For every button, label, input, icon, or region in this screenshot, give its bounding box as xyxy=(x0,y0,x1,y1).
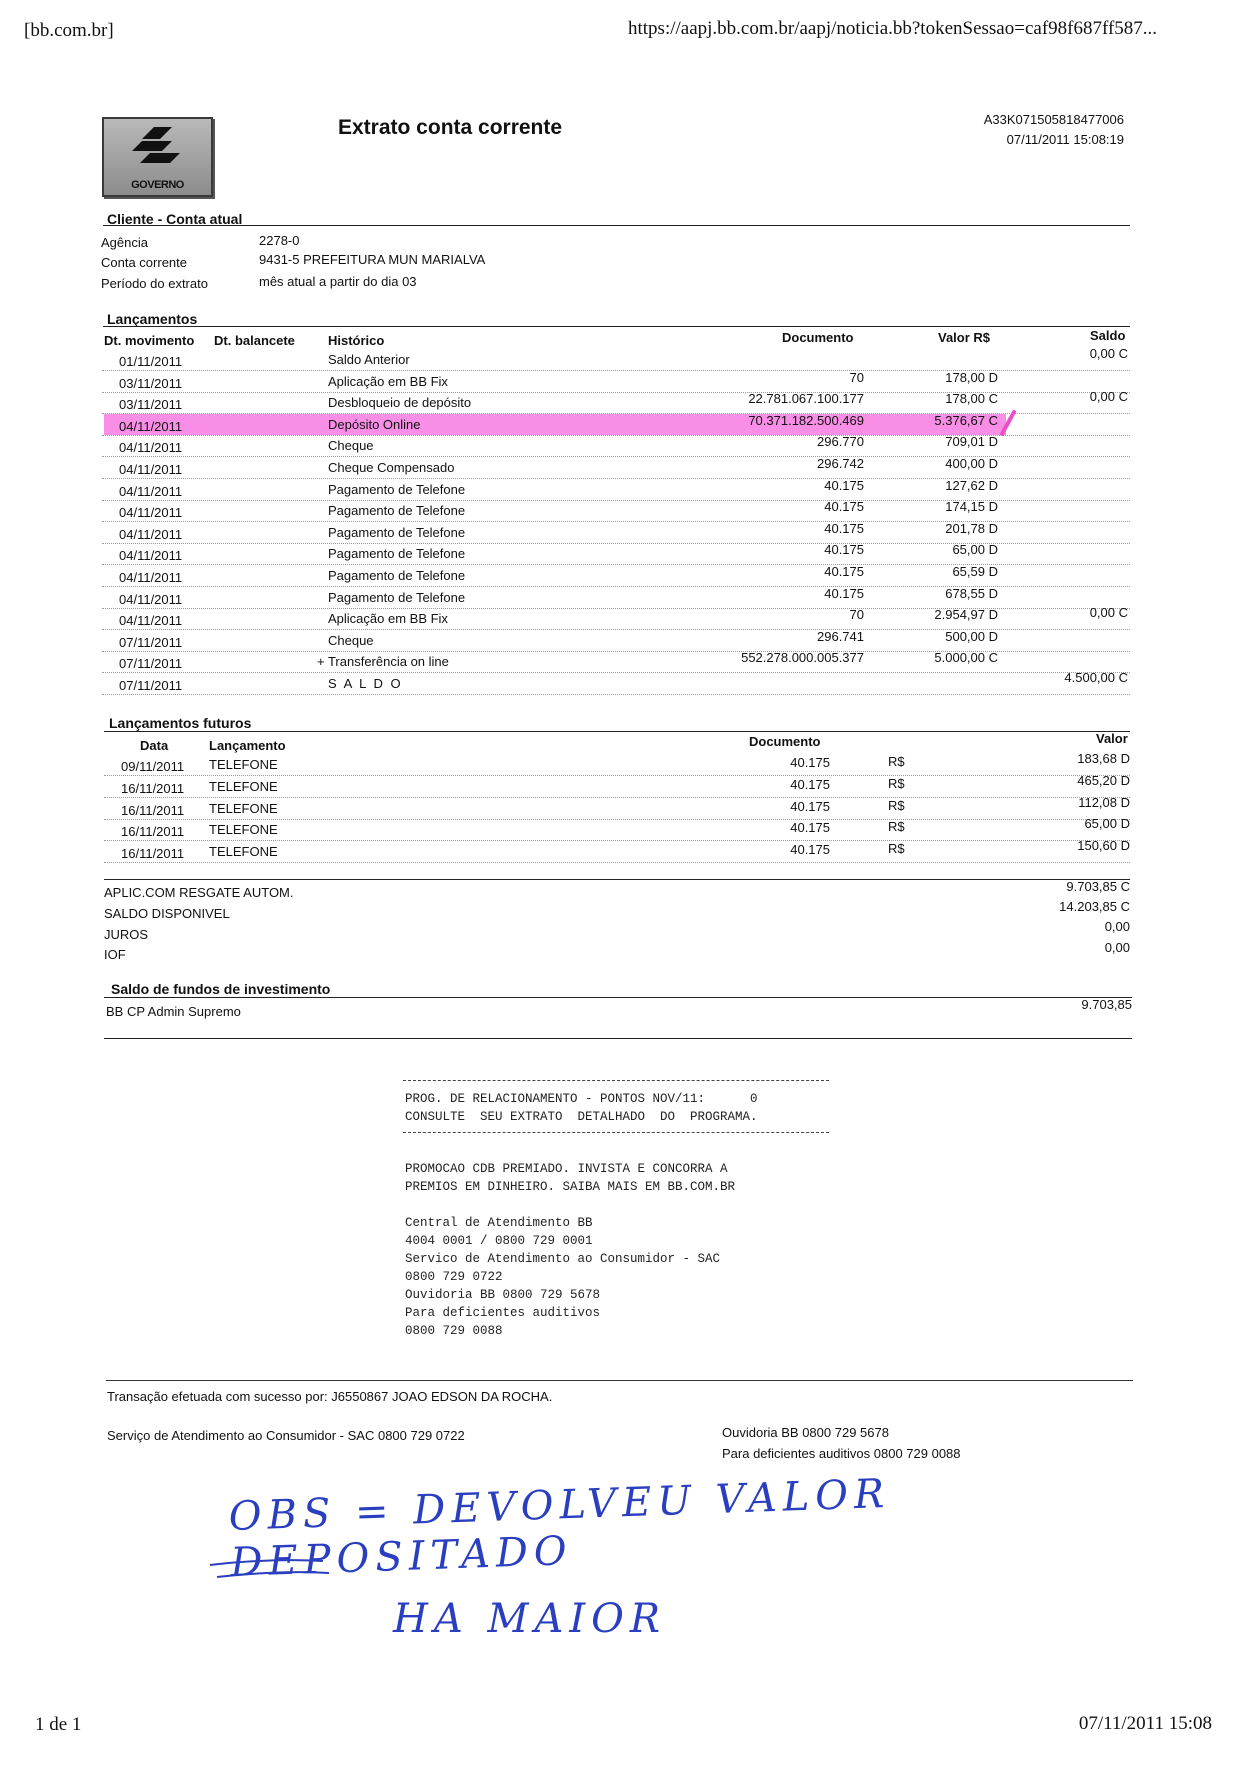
total-value-juros: 0,00 xyxy=(1104,919,1130,934)
fut-row-currency: R$ xyxy=(888,841,905,857)
fut-row-currency: R$ xyxy=(888,797,905,813)
col-valor: Valor R$ xyxy=(938,330,991,345)
bb-logo xyxy=(102,117,213,197)
row-documento: 40.175 xyxy=(824,477,864,493)
fut-row-valor: 465,20 D xyxy=(1077,772,1130,788)
total-value-aplic: 9.703,85 C xyxy=(1066,879,1130,894)
row-date: 07/11/2011 xyxy=(119,656,183,672)
periodo-label: Período do extrato xyxy=(101,276,208,291)
print-header-url: https://aapj.bb.com.br/aapj/noticia.bb?tokenSessao=caf98f687ff587... xyxy=(628,18,1158,39)
row-valor: 174,15 D xyxy=(945,499,998,515)
row-historico: Desbloqueio de depósito xyxy=(328,395,472,411)
fundo-value: 9.703,85 xyxy=(1081,997,1132,1012)
total-value-iof: 0,00 xyxy=(1104,940,1130,955)
msg-central-atendimento: Central de Atendimento BB 4004 0001 / 0800 729 0001 Servico de Atendimento ao Consumidor - SAC 0800 729 0722 Ouvidoria BB 0800 729 5678 Para deficientes auditivos 0800 729 0088 xyxy=(405,1216,721,1338)
row-saldo: 0,00 C xyxy=(1089,389,1128,405)
fut-row-currency: R$ xyxy=(888,754,905,769)
fut-row-valor: 150,60 D xyxy=(1077,838,1130,854)
row-date: 01/11/2011 xyxy=(119,354,183,369)
conta-value: 9431-5 PREFEITURA MUN MARIALVA xyxy=(259,252,486,267)
fut-row-lancamento: TELEFONE xyxy=(209,757,278,772)
row-date: 04/11/2011 xyxy=(119,483,183,499)
footer-ouvidoria: Ouvidoria BB 0800 729 5678 xyxy=(722,1425,889,1440)
row-valor: 127,62 D xyxy=(945,477,998,493)
row-date: 04/11/2011 xyxy=(119,591,183,607)
row-historico: Pagamento de Telefone xyxy=(328,503,466,519)
row-valor: 500,00 D xyxy=(945,628,998,644)
row-historico: Pagamento de Telefone xyxy=(328,589,466,605)
handwritten-note-line2: HA MAIOR xyxy=(393,1596,667,1642)
fut-row-documento: 40.175 xyxy=(790,798,830,814)
total-label-iof: IOF xyxy=(104,947,126,962)
row-date: 04/11/2011 xyxy=(119,440,183,456)
fut-col-valor: Valor xyxy=(1096,731,1128,746)
row-valor: 2.954,97 D xyxy=(934,607,998,623)
fut-col-data: Data xyxy=(140,738,169,753)
highlighter-mark xyxy=(104,414,1006,435)
row-valor: 65,00 D xyxy=(952,542,998,558)
client-section-title: Cliente - Conta atual xyxy=(107,211,243,227)
row-historico: Cheque xyxy=(328,632,374,648)
periodo-value: mês atual a partir do dia 03 xyxy=(259,274,417,289)
row-documento: 296.741 xyxy=(817,628,864,644)
row-valor: 678,55 D xyxy=(945,585,998,601)
row-documento: 296.742 xyxy=(817,456,864,471)
fut-row-date: 16/11/2011 xyxy=(121,780,185,796)
total-value-saldo: 14.203,85 C xyxy=(1059,899,1130,914)
row-date: 04/11/2011 xyxy=(119,548,183,564)
fut-row-currency: R$ xyxy=(888,819,905,835)
row-date: 03/11/2011 xyxy=(119,397,183,413)
fut-row-valor: 65,00 D xyxy=(1084,816,1130,832)
handwritten-underline xyxy=(205,1555,335,1585)
msg-promocao: PROMOCAO CDB PREMIADO. INVISTA E CONCORRA A PREMIOS EM DINHEIRO. SAIBA MAIS EM BB.COM.BR xyxy=(405,1162,736,1194)
row-documento: 40.175 xyxy=(824,542,864,558)
row-historico: Pagamento de Telefone xyxy=(328,546,466,562)
fut-row-lancamento: TELEFONE xyxy=(209,844,278,860)
total-label-aplic: APLIC.COM RESGATE AUTOM. xyxy=(104,885,294,900)
row-date: 04/11/2011 xyxy=(119,418,183,434)
fut-row-documento: 40.175 xyxy=(790,820,830,836)
row-valor: 178,00 C xyxy=(945,391,998,407)
row-valor: 201,78 D xyxy=(945,520,998,536)
fundo-label: BB CP Admin Supremo xyxy=(106,1004,241,1019)
row-date: 03/11/2011 xyxy=(119,375,183,391)
row-historico: Pagamento de Telefone xyxy=(328,568,466,583)
page-title: Extrato conta corrente xyxy=(338,116,563,139)
agencia-label: Agência xyxy=(101,235,148,250)
row-historico: Cheque Compensado xyxy=(328,460,455,475)
fut-row-date: 16/11/2011 xyxy=(121,824,185,840)
col-historico: Histórico xyxy=(328,333,385,348)
row-historico: Depósito Online xyxy=(328,416,421,432)
row-historico: Saldo Anterior xyxy=(328,352,410,367)
fut-row-date: 16/11/2011 xyxy=(121,846,185,862)
row-documento: 22.781.067.100.177 xyxy=(748,391,864,407)
row-valor: 709,01 D xyxy=(945,434,998,450)
row-historico: Pagamento de Telefone xyxy=(328,524,466,540)
fut-row-documento: 40.175 xyxy=(790,776,830,792)
agencia-value: 2278-0 xyxy=(259,233,300,248)
print-footer-datetime: 07/11/2011 15:08 xyxy=(1078,1713,1212,1734)
total-label-juros: JUROS xyxy=(104,927,149,942)
fut-row-date: 09/11/2011 xyxy=(121,759,185,774)
footer-deficientes: Para deficientes auditivos 0800 729 0088 xyxy=(722,1446,961,1461)
row-date: 04/11/2011 xyxy=(119,462,183,477)
futuros-section-title: Lançamentos futuros xyxy=(109,715,252,731)
fut-row-documento: 40.175 xyxy=(790,842,830,858)
row-historico: S A L D O xyxy=(328,676,403,691)
row-date: 04/11/2011 xyxy=(119,613,183,629)
footer-sac: Serviço de Atendimento ao Consumidor - SAC 0800 729 0722 xyxy=(107,1428,465,1443)
row-saldo: 0,00 C xyxy=(1089,605,1128,621)
bb-logo-icon xyxy=(132,125,180,169)
row-documento: 40.175 xyxy=(824,564,864,579)
auth-datetime: 07/11/2011 15:08:19 xyxy=(1006,132,1124,147)
row-valor: 65,59 D xyxy=(952,564,998,579)
row-documento: 70 xyxy=(849,369,864,385)
col-saldo: Saldo xyxy=(1090,328,1126,343)
row-date: 04/11/2011 xyxy=(119,526,183,542)
row-historico: Aplicação em BB Fix xyxy=(328,611,448,627)
row-documento: 40.175 xyxy=(824,499,864,515)
row-historico: Pagamento de Telefone xyxy=(328,481,466,497)
fut-col-documento: Documento xyxy=(749,734,821,749)
print-header-site: [bb.com.br] xyxy=(24,20,114,41)
row-valor: 5.000,00 C xyxy=(934,650,998,666)
col-dt-balancete: Dt. balancete xyxy=(214,333,295,348)
auth-code: A33K071505818477006 xyxy=(983,112,1124,127)
row-date: 04/11/2011 xyxy=(119,505,183,521)
fundos-section-title: Saldo de fundos de investimento xyxy=(111,981,331,997)
fut-row-valor: 112,08 D xyxy=(1078,794,1130,810)
row-historico: + Transferência on line xyxy=(317,654,449,670)
row-documento: 552.278.000.005.377 xyxy=(741,650,864,666)
fut-row-valor: 183,68 D xyxy=(1077,751,1130,766)
transacao-text: Transação efetuada com sucesso por: J6550867 JOAO EDSON DA ROCHA. xyxy=(107,1389,553,1404)
total-label-saldo: SALDO DISPONIVEL xyxy=(104,906,230,921)
row-documento: 296.770 xyxy=(817,434,864,450)
col-dt-movimento: Dt. movimento xyxy=(104,333,195,348)
row-historico: Aplicação em BB Fix xyxy=(328,373,448,389)
row-date: 04/11/2011 xyxy=(119,570,183,585)
fut-row-date: 16/11/2011 xyxy=(121,802,185,818)
lancamentos-section-title: Lançamentos xyxy=(107,311,198,327)
conta-label: Conta corrente xyxy=(101,255,187,270)
row-valor: 400,00 D xyxy=(945,456,998,471)
fut-row-lancamento: TELEFONE xyxy=(209,822,278,838)
row-historico: Cheque xyxy=(328,438,374,454)
row-documento: 40.175 xyxy=(824,520,864,536)
msg-programa: PROG. DE RELACIONAMENTO - PONTOS NOV/11: 0 CONSULTE SEU EXTRATO DETALHADO DO PROGRAMA. xyxy=(405,1092,758,1124)
fut-row-currency: R$ xyxy=(888,775,905,791)
fut-row-documento: 40.175 xyxy=(790,755,830,770)
row-documento: 40.175 xyxy=(824,585,864,601)
row-valor: 5.376,67 C xyxy=(934,412,998,428)
row-documento: 70.371.182.500.469 xyxy=(748,412,864,428)
fut-row-lancamento: TELEFONE xyxy=(209,800,278,816)
col-documento: Documento xyxy=(782,330,854,345)
row-date: 07/11/2011 xyxy=(119,634,183,650)
logo-text: GOVERNO xyxy=(131,179,184,191)
row-saldo: 4.500,00 C xyxy=(1064,670,1128,685)
fut-col-lancamento: Lançamento xyxy=(209,738,286,753)
print-footer-page: 1 de 1 xyxy=(35,1714,82,1735)
handwritten-note-line1: OBS = DEVOLVEU VALOR DEPOSITADO xyxy=(228,1470,891,1586)
fut-row-lancamento: TELEFONE xyxy=(209,778,278,794)
row-documento: 70 xyxy=(849,607,864,623)
row-saldo: 0,00 C xyxy=(1089,346,1128,361)
row-valor: 178,00 D xyxy=(945,369,998,385)
row-date: 07/11/2011 xyxy=(119,678,183,693)
